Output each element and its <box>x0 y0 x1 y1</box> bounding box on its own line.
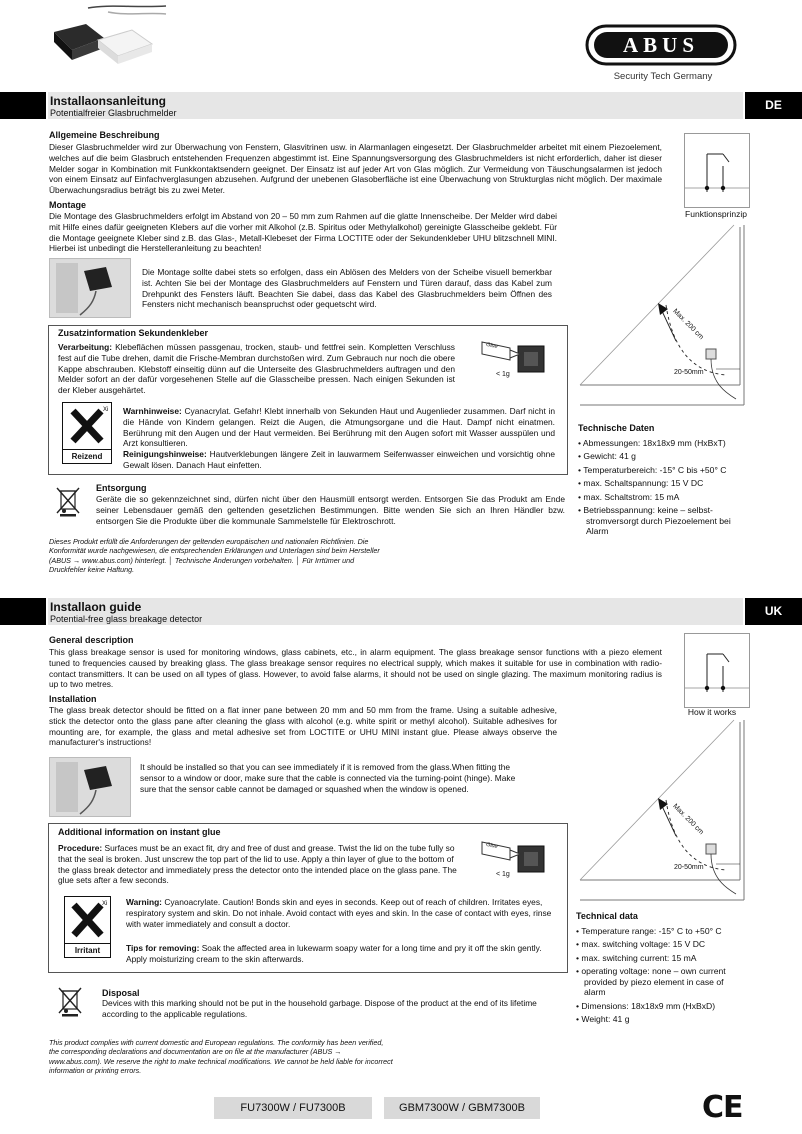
model-number-label: FU7300W / FU7300B <box>214 1097 372 1119</box>
de-mount-text: Die Montage des Glasbruchmelders erfolgt im Abstand von 20 – 50 mm zum Rahmen auf die glatte Innenscheibe. Der Melder wird dabei mit Hilfe eines dafür geeigneten Klebers auf die vorher mit Alkohol (z.B. Spiritus oder Methylalkohol) gereinigte Glasscheibe geklebt. Für die Montage geeignete Kleber sind z.B. das Glas-, Metall-Klebeset der Firma LOCTITE oder der Sekundenkleber UHU blitzschnell MINI. Hierbei ist unbedingt die Herstelleranleitung zu beachten! <box>49 211 557 254</box>
de-general-text: Dieser Glasbruchmelder wird zur Überwachung von Fenstern, Glasvitrinen usw. in Alarmanlagen eingesetzt. Der Glasbruchmelder arbeitet mit einem Piezoelement, welches auf die beim Glasbruch entstehenden Frequenzen abgestimmt ist. Eine Spannungsversorgung des Glasbruchmelders ist nicht erforderlich, daher ist dieser Melder sogar in Kombination mit Funkkontaktsendern geeignet. Der Einsatz ist auf jeder Art von Glas möglich. Zur Vermeidung von Täuschungsalarmen ist jedoch von einem Einsatz auf Einfachverglasungen abzusehen. Aufgrund der unebenen Glasoberfläche ist eine Überwachung von Strukturglas nicht möglich. Der maximale Überwachungsradius beträgt bis zu zwei Meter. <box>49 142 662 196</box>
de-tech-item: • max. Schaltspannung: 15 V DC <box>578 478 704 488</box>
de-language-tab: DE <box>745 92 802 119</box>
uk-tech-item: • max. switching voltage: 15 V DC <box>576 939 706 949</box>
de-mount-note: Die Montage sollte dabei stets so erfolgen, dass ein Ablösen des Melders von der Scheibe visuell bemerkbar ist. Achten Sie bei der Montage des Glasbruchmelders auf Fenstern und Türen darauf, dass das Kabel zum Drehpunkt des Fensters läuft. Beachten Sie dabei, dass das Kabel des Glasbruchmelders beim Öffnen des Fensters nicht mechanisch beanspruchst oder gequetscht wird. <box>142 267 552 310</box>
section-marker-left <box>0 598 46 625</box>
de-tech-item: • Temperaturbereich: -15° C bis +50° C <box>578 464 727 475</box>
uk-hazard-icon <box>64 896 111 958</box>
uk-glue-text: Surfaces must be an exact fit, dry and free of dust and grease. Twist the lid on the tube fully so that the seal is broken. Just unscrew the top part of the lid to use. Apply a thin layer of glue to the bottom of the glass break detector and immediately press the detector onto the intended place on the glass pane. The glue sets after a few seconds. <box>58 843 457 886</box>
uk-mounting-diagram <box>576 718 746 904</box>
uk-tips-text: Soak the affected area in lukewarm soapy water for a long time and pry it off the skin gently. Apply moisturizing cream to the skin afterwards. <box>126 943 542 964</box>
de-weee-bin-icon <box>54 485 82 517</box>
uk-general-heading: General description <box>49 635 134 645</box>
uk-warning-paragraph <box>126 897 556 929</box>
de-tech-item: • Gewicht: 41 g <box>578 451 636 461</box>
brand-name: ABUS <box>622 33 700 57</box>
section-marker-left <box>0 92 46 119</box>
uk-install-note: It should be installed so that you can see immediately if it is removed from the glass.When fitting the sensor to a window or door, make sure that the cable is connected via the turning-point (hinge). Make sure that the sensor cable cannot be damaged or squashed when the window is opened. <box>140 762 516 794</box>
de-general-heading: Allgemeine Beschreibung <box>49 130 160 140</box>
uk-disposal-text: Devices with this marking should not be put in the household garbage. Dispose of the product at the end of its lifetime according to the applicable regulations. <box>102 998 537 1019</box>
uk-tips-paragraph <box>126 943 556 965</box>
uk-disposal-heading: Disposal <box>102 988 140 998</box>
uk-subtitle: Potential-free glass breakage detector <box>50 614 203 624</box>
uk-glue-label: Procedure: <box>58 843 103 853</box>
uk-tech-item: • Dimensions: 18x18x9 mm (HxBxD) <box>576 1000 716 1011</box>
uk-tech-item: • max. switching current: 15 mA <box>576 952 697 963</box>
uk-principle-diagram <box>684 633 750 708</box>
de-clean-label: Reinigungshinweise: <box>123 449 207 460</box>
de-glue-label: Verarbeitung: <box>58 342 112 352</box>
de-title-bar <box>48 92 743 119</box>
uk-mount-photo <box>49 757 131 817</box>
de-warn-label: Warnhinweise: <box>123 406 182 416</box>
uk-glue-paragraph <box>58 843 458 886</box>
de-mount-heading: Montage <box>49 200 86 210</box>
de-hazard-icon <box>62 402 112 464</box>
de-compliance-note: Dieses Produkt erfüllt die Anforderungen der geltenden europäischen und nationalen Richtlinien. Die Konformität wurde nachgewiesen, die entsprechenden Erklärungen und Unterlagen sind beim Hersteller (ABUS → www.abus.com) hinterlegt. │ Technische Änderungen vorbehalten. │ Für Irrtümer und Druckfehler keine Haftung. <box>49 537 380 575</box>
de-tech-heading: Technische Daten <box>578 423 655 433</box>
uk-glue-tube-illustration <box>480 838 560 886</box>
uk-hazard-label: Irritant <box>65 943 110 958</box>
uk-install-text: The glass break detector should be fitted on a flat inner pane between 20 mm and 50 mm from the frame. Using a suitable adhesive, stick the detector onto the glass pane after cleaning the glass with alcohol (e.g. white spirit or methyl alcohol). Suitable adhesives for mounting are, for example, the glass and metal adhesive set from LOCTITE or UHU MINI instant glue. Please always observe the manufacturer's instructions! <box>49 705 557 748</box>
de-tech-item: • Betriebsspannung: keine – selbst-stromversorgt durch Piezoelement bei Alarm <box>578 505 731 536</box>
uk-tech-item: • Weight: 41 g <box>576 1014 630 1024</box>
de-tech-data <box>578 423 744 540</box>
product-photo <box>48 2 168 70</box>
de-disposal-text: Geräte die so gekennzeichnet sind, dürfen nicht über den Hausmüll entsorgt werden. Entsorgen Sie das Produkt am Ende seiner Lebensdauer gemäß den geltenden gesetzlichen Bestimmungen. Bitte wenden Sie sich an Ihren Händler bzw. entsorgen Sie die Produkte über die kommunale Sammelstelle für Elektroschrott. <box>96 494 565 526</box>
de-disposal-heading: Entsorgung <box>96 483 147 493</box>
de-principle-diagram <box>684 133 750 208</box>
uk-general-text: This glass breakage sensor is used for monitoring windows, glass cabinets, etc., in alarm equipment. The glass breakage sensor functions with a piezo element tuned to frequencies caused by breaking glass. The glass breakage sensor requires no electrical supply, which makes it suitable for use in combination with radio-contact transmitters. It can be used on all types of glass. However, to avoid false alarms, it should not be used on single glazing. The maximum monitoring radius is up to two metres. <box>49 647 662 690</box>
uk-tech-heading: Technical data <box>576 911 638 921</box>
uk-language-tab: UK <box>745 598 802 625</box>
model-number-label: GBM7300W / GBM7300B <box>384 1097 540 1119</box>
uk-distance-label: 20-50mm <box>674 864 704 871</box>
uk-compliance-note: This product complies with current domestic and European regulations. The conformity has been verified, the corresponding declarations and documentation are on file at the manufacturer (ABUS → www.abus.com). We reserve the right to make technical modifications. We cannot be held liable for incorrect information or printing errors. <box>49 1038 393 1076</box>
uk-tech-item: • Temperature range: -15° C to +50° C <box>576 925 722 936</box>
uk-warn-text: Cyanoacrylate. Caution! Bonds skin and eyes in seconds. Keep out of reach of children. Irritates eyes, respiratory system and skin. Do not inhale. Avoid contact with eyes and skin. In the case of contact with eyes, rinse with water immediately and consult a doctor. <box>126 897 552 929</box>
uk-title-bar <box>48 598 743 625</box>
de-tube-qty: < 1g <box>496 371 510 378</box>
de-hazard-label: Reizend <box>63 449 111 464</box>
de-glue-text: Klebeflächen müssen passgenau, trocken, staub- und fettfrei sein. Kompletten Verschluss fest auf die Tube drehen, damit die Frische-Membran durchstoßen wird. Zum Gebrauch nur noch die obere Kappe abschrauben. Klebstoff einseitig dünn auf die Unterseite des Glasbruchmelders auftragen und den Melder sofort an der dafür vorgesehenen Stelle auf die Glasscheibe pressen. Nach einigen Sekunden ist der Kleber ausgehärtet. <box>58 342 455 396</box>
de-mounting-diagram <box>576 223 746 409</box>
uk-tube-qty: < 1g <box>496 871 510 878</box>
uk-warn-label: Warning: <box>126 897 162 907</box>
de-tech-item: • Abmessungen: 18x18x9 mm (HxBxT) <box>578 437 726 448</box>
de-title: Installaonsanleitung <box>50 94 167 108</box>
de-radius-label: Max. 200 cm <box>671 307 705 342</box>
svg-text:Xi: Xi <box>102 901 108 907</box>
uk-tech-item: • operating voltage: none – own current provided by piezo element in case of alarm <box>576 966 726 997</box>
de-glue-tube-illustration <box>480 338 560 386</box>
uk-glue-heading: Additional information on instant glue <box>58 827 221 837</box>
uk-radius-label: Max. 200 cm <box>671 802 705 837</box>
de-warning-paragraph <box>123 406 555 471</box>
de-subtitle: Potentialfreier Glasbruchmelder <box>50 108 177 118</box>
brand-tagline: Security Tech Germany <box>613 71 713 82</box>
uk-tube-label: Glue <box>485 841 499 851</box>
svg-text:Xi: Xi <box>103 407 109 413</box>
de-clean-text: Hautverklebungen längere Zeit in lauwarmem Seifenwasser einweichen und vorsichtig ohne Gewalt lösen. Danach Haut einfetten. <box>123 449 555 470</box>
ce-mark-icon: CE <box>702 1090 743 1125</box>
de-warn-text: Cyanacrylat. Gefahr! Klebt innerhalb von Sekunden Haut und Augenlieder zusammen. Darf nicht in die Hände von Kindern gelangen. Reizt die Augen, die Atmungsorgane und die Haut. Dampf nicht einatmen. Berührung mit den Augen und der Haut vermeiden. Bei Berührung mit den Augen sofort mit Wasser ausspülen und Arzt konsultieren. <box>123 406 555 449</box>
uk-tips-label: Tips for removing: <box>126 943 200 953</box>
de-principle-caption: Funktionsprinzip <box>685 209 747 219</box>
de-distance-label: 20-50mm <box>674 369 704 376</box>
de-glue-paragraph <box>58 342 455 396</box>
uk-tech-data <box>576 911 744 1028</box>
uk-title: Installaon guide <box>50 600 142 614</box>
uk-weee-bin-icon <box>56 985 84 1017</box>
de-glue-heading: Zusatzinformation Sekundenkleber <box>58 328 209 338</box>
uk-install-heading: Installation <box>49 694 97 704</box>
uk-principle-caption: How it works <box>687 707 737 717</box>
de-mount-photo <box>49 258 131 318</box>
abus-logo <box>585 24 737 66</box>
de-tube-label: Glue <box>485 341 499 351</box>
de-tech-item: • max. Schaltstrom: 15 mA <box>578 491 680 502</box>
